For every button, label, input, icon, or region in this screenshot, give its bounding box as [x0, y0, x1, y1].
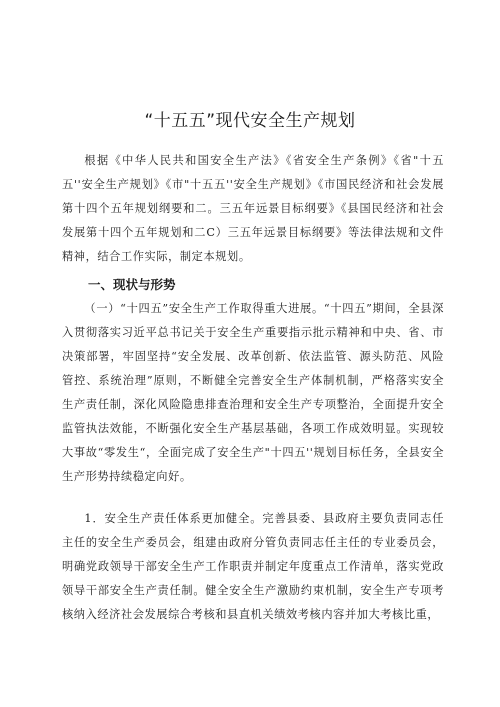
section-1-paragraph: （一）“十四五”安全生产工作取得重大进展。“十四五”期间，全县深入贯彻落实习近平总书记关于安全生产重要指示批示精神和中央、省、市决策部署，牢固坚持“安全发展、改革创新、依法监管、源头防范、风险管控、系统治理”原则，不断健全完善安全生产体制机制，严格落实安全生产责任制，深化风险隐患排查治理和安全生产专项整治，全面提升安全监管执法效能，不断强化安全生产基层基础，各项工作成效明显。实现较大事故“零发生“，全面完成了安全生产"十四五''规划目标任务，全县安全生产形势持续稳定向好。 — [62, 302, 444, 483]
item-1-paragraph: 1．安全生产责任体系更加健全。完善县委、县政府主要负责同志任主任的安全生产委员会，组建由政府分管负责同志任主任的专业委员会，明确党政领导干部安全生产工作职责并制定年度重点工作清单，落实党政领导干部安全生产责任制。健全安全生产激励约束机制，安全生产专项考核纳入经济社会发展综合考核和县直机关绩效考核内容并加大考核比重， — [62, 512, 444, 621]
document-title: “十五五”现代安全生产规划 — [144, 111, 356, 132]
section-heading-status: 一、现状与形势 — [88, 277, 176, 292]
intro-paragraph: 根据《中华人民共和国安全生产法》《省安全生产条例》《省"十五五''安全生产规划》《市"十五五''安全生产规划》《市国民经济和社会发展第十四个五年规划纲要和二。三五年远景目标纲要》《县国民经济和社会发展第十四个五年规划和二C）三五年远景目标纲要》等法律法规和文件精神，结合工作实际，制定本规划。 — [62, 154, 444, 263]
